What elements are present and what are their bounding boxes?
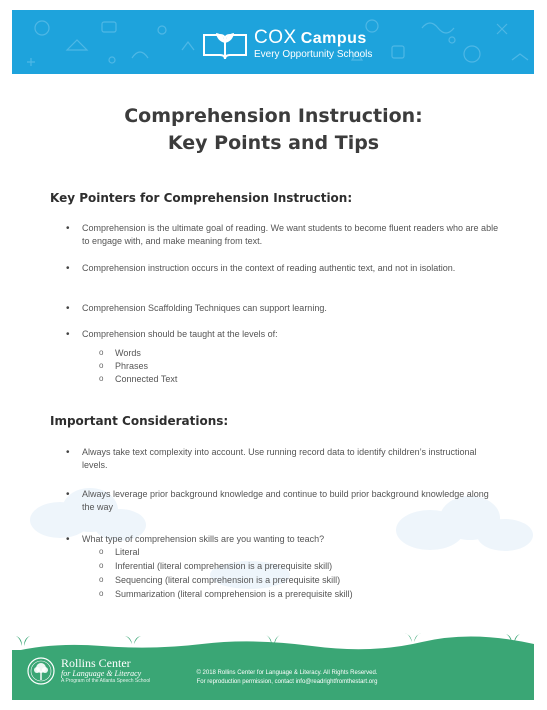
open-book-sprout-icon bbox=[202, 27, 248, 61]
brand-subtitle: Every Opportunity Schools bbox=[254, 48, 373, 60]
page-title-line2: Key Points and Tips bbox=[167, 132, 380, 154]
list-item: • Always leverage prior background knowledge and continue to build prior background knowledge along the way bbox=[82, 488, 502, 514]
rollins-center-logo bbox=[26, 656, 150, 686]
list-item: • Comprehension instruction occurs in the context of reading authentic text, and not in isolation. bbox=[82, 262, 502, 275]
brand-name-campus: Campus bbox=[300, 29, 367, 47]
list-item: • Comprehension Scaffolding Techniques can support learning. bbox=[82, 302, 502, 315]
copyright-line1: © 2018 Rollins Center for Language & Literacy. All Rights Reserved. bbox=[196, 670, 378, 676]
sub-list-item: o Literal bbox=[115, 546, 140, 559]
footer bbox=[12, 650, 534, 700]
rollins-center-name: Rollins Center bbox=[61, 656, 131, 670]
rollins-center-tagline: for Language & Literacy bbox=[61, 669, 142, 678]
grass-decoration-icon bbox=[12, 630, 534, 652]
sub-list-item: o Inferential (literal comprehension is a prerequisite skill) bbox=[115, 560, 332, 573]
copyright-line2: For reproduction permission, contact info@readrightfromthestart.org bbox=[196, 679, 378, 685]
section-heading-considerations: Important Considerations: bbox=[50, 414, 229, 428]
list-item: • Comprehension should be taught at the levels of: bbox=[82, 328, 502, 341]
list-item: • Always take text complexity into account. Use running record data to identify children’s instructional levels. bbox=[82, 446, 502, 472]
sub-list-item: o Summarization (literal comprehension is a prerequisite skill) bbox=[115, 588, 353, 601]
sub-list-item: o Sequencing (literal comprehension is a prerequisite skill) bbox=[115, 574, 340, 587]
page-title-line1: Comprehension Instruction: bbox=[124, 105, 423, 127]
copyright-notice bbox=[152, 669, 422, 687]
tree-seal-icon bbox=[26, 656, 56, 686]
sub-list-item: o Connected Text bbox=[115, 373, 177, 386]
list-item: • Comprehension is the ultimate goal of reading. We want students to become fluent readers who are able to engage with, and make meaning from text. bbox=[82, 222, 502, 248]
sub-list-item: o Phrases bbox=[115, 360, 148, 373]
header-banner bbox=[12, 10, 534, 74]
list-item: • What type of comprehension skills are you wanting to teach? bbox=[82, 533, 502, 546]
rollins-center-small: A Program of the Atlanta Speech School bbox=[61, 678, 151, 684]
brand-name-cox: COX bbox=[254, 26, 297, 48]
cox-campus-brand bbox=[202, 24, 372, 64]
sub-list-item: o Words bbox=[115, 347, 141, 360]
section-heading-key-pointers: Key Pointers for Comprehension Instruction: bbox=[50, 191, 353, 205]
page-title bbox=[0, 103, 547, 157]
